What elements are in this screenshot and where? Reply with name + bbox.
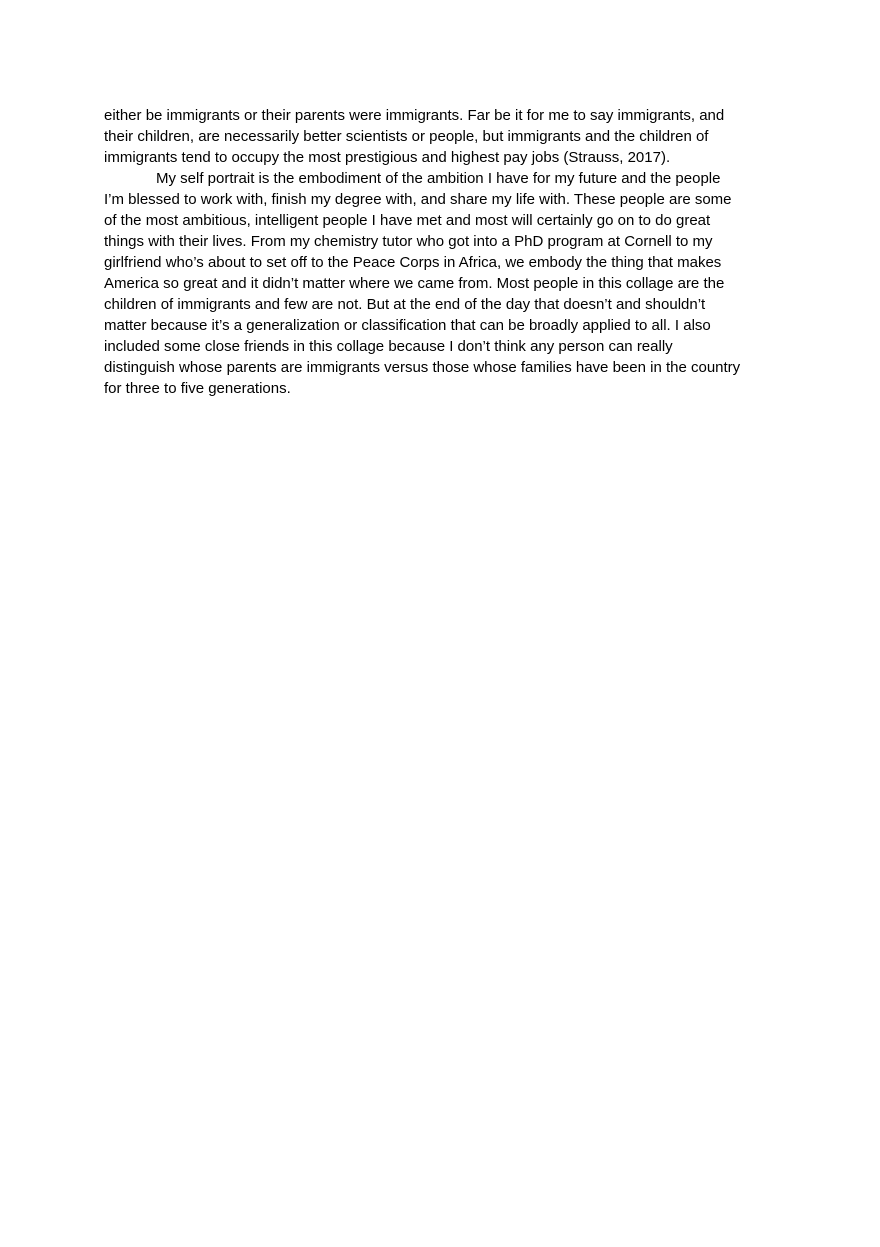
text-line: America so great and it didn’t matter where we came from. Most people in this collage are the (104, 275, 725, 292)
text-line: immigrants tend to occupy the most prestigious and highest pay jobs (Strauss, 2017). (104, 149, 671, 166)
paragraph-1 (104, 105, 778, 168)
text-line: My self portrait is the embodiment of the ambition I have for my future and the people (156, 170, 721, 187)
text-line: of the most ambitious, intelligent people I have met and most will certainly go on to do great (104, 212, 711, 229)
text-line: girlfriend who’s about to set off to the Peace Corps in Africa, we embody the thing that makes (104, 254, 722, 271)
text-line: for three to five generations. (104, 380, 291, 397)
text-line: either be immigrants or their parents were immigrants. Far be it for me to say immigrants, and (104, 107, 725, 124)
text-line: children of immigrants and few are not. But at the end of the day that doesn’t and shouldn’t (104, 296, 706, 313)
text-line: distinguish whose parents are immigrants versus those whose families have been in the country (104, 359, 741, 376)
text-line: matter because it’s a generalization or classification that can be broadly applied to all. I also (104, 317, 711, 334)
text-line: things with their lives. From my chemistry tutor who got into a PhD program at Cornell to my (104, 233, 713, 250)
text-line: included some close friends in this collage because I don’t think any person can really (104, 338, 673, 355)
document-body (104, 105, 778, 399)
paragraph-2 (104, 168, 778, 399)
text-line: their children, are necessarily better scientists or people, but immigrants and the children of (104, 128, 709, 145)
text-line: I’m blessed to work with, finish my degree with, and share my life with. These people are some (104, 191, 732, 208)
